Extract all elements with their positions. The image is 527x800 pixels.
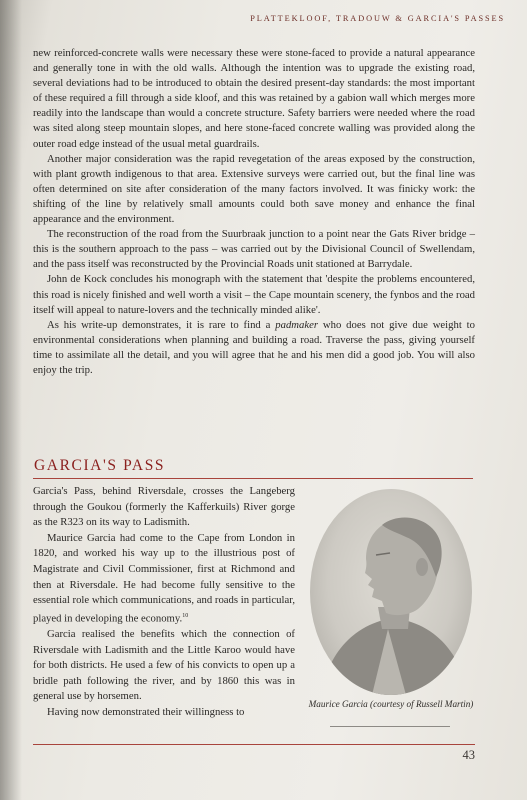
paragraph	[33, 531, 295, 627]
text-run: As his write-up demonstrates, it is rare to find a	[47, 318, 276, 331]
gutter-shadow	[0, 0, 22, 800]
footnote-marker: 10	[182, 612, 189, 619]
portrait-image	[310, 489, 472, 695]
text-run: who does not give due weight to environmental considerations when planning and building a road. Traverse the pass, giving yourself time to assimilate all the detail, and you will agree that he and his men did a good job. You will also enjoy the trip.	[33, 318, 475, 376]
section-heading: GARCIA'S PASS	[34, 457, 166, 474]
paragraph: John de Kock concludes his monograph with the statement that 'despite the problems encountered, this road is nicely finished and well worth a visit – the Cape mountain scenery, the fynbos and the road itself will appeal to nature-lovers and the technically minded alike'.	[33, 273, 475, 316]
running-head: PLATTEKLOOF, TRADOUW & GARCIA'S PASSES	[250, 14, 505, 23]
portrait-drawing	[310, 489, 472, 695]
emphasis-word: padmaker	[275, 318, 319, 331]
page-number: 43	[462, 748, 475, 762]
figure-caption: Maurice Garcia (courtesy of Russell Martin)	[308, 699, 474, 709]
paragraph: Garcia realised the benefits which the connection of Riversdale with Ladismith and the Little Karoo would have for both districts. He used a few of his convicts to open up a bridle path following the river, and by 1860 this was in general use by horsemen.	[33, 627, 295, 703]
paragraph: Garcia's Pass, behind Riversdale, crosses the Langeberg through the Goukou (formerly the Kafferkuils) River gorge as the R323 on its way to Ladismith.	[33, 485, 295, 529]
paragraph: The reconstruction of the road from the Suurbraak junction to a point near the Gats River bridge – this is the southern approach to the pass – was carried out by the Divisional Council of Swellendam, and the pass itself was reconstructed by the Provincial Roads unit stationed at Barrydale.	[33, 228, 475, 271]
paragraph: Having now demonstrated their willingness to	[47, 705, 245, 718]
body-text	[33, 46, 475, 378]
caption-rule	[330, 726, 450, 727]
section-text	[33, 484, 295, 720]
text-run: Maurice Garcia had come to the Cape from London in 1820, and worked his way up to the illustrious post of Magistrate and Civil Commissioner, first at Richmond and then at Riversdale. He had become fully sensitive to the essential role which communications, and roads in particular, played in developing the economy.	[33, 531, 295, 625]
paragraph: Another major consideration was the rapid revegetation of the areas exposed by the construction, with plant growth indigenous to that area. Extensive surveys were carried out, but the final line was often determined on site after consideration of the many factors involved. It was finicky work: the shifting of the line by relatively small amounts could both save money and enhance the final appearance and the environment.	[33, 152, 475, 226]
paragraph	[33, 318, 475, 378]
heading-rule	[33, 478, 473, 479]
paragraph: new reinforced-concrete walls were necessary these were stone-faced to provide a natural appearance and generally tone in with the old walls. Although the intention was to upgrade the existing road, several deviations had to be introduced to obtain the desired present-day standards: the most important of these required a fill through a side kloof, and this was retained by a gabion wall which merges more readily into the landscape than would a concrete structure. Safety barriers were needed where the road was sited along steep mountain slopes, and here stone-faced concrete walling was provided along the outer road edge instead of the usual metal guardrails.	[33, 47, 475, 150]
portrait-figure	[306, 489, 476, 699]
footer-rule	[33, 744, 475, 745]
